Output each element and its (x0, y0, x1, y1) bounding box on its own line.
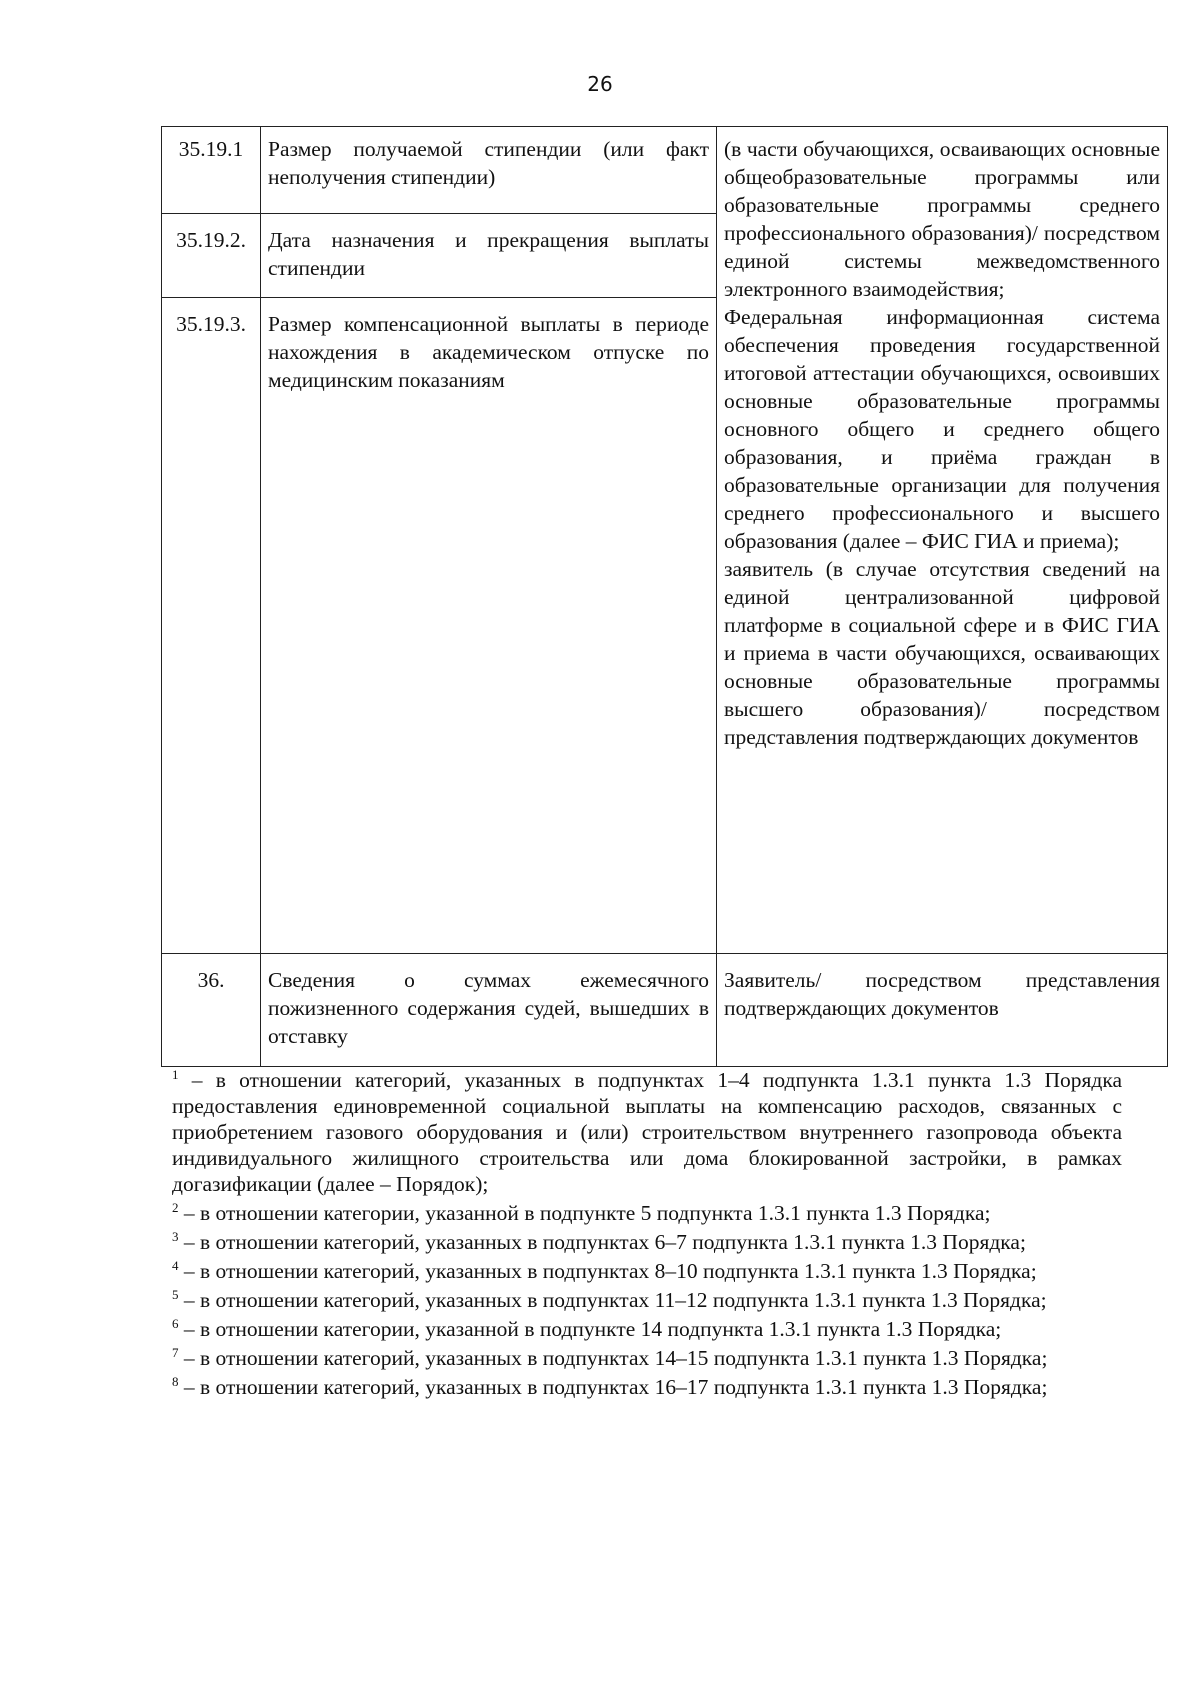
footnote-mark: 3 (172, 1229, 179, 1244)
source-paragraph: (в части обучающихся, осваивающих основные общеобразовательные программы или образовательные программы среднего профессионального образования)/ посредством единой системы межведомственного электронного взаимодействия; (724, 137, 1160, 301)
footnote (172, 1229, 1122, 1255)
footnote-text: – в отношении категории, указанной в подпункте 14 подпункта 1.3.1 пункта 1.3 Порядка; (178, 1317, 1002, 1341)
row-name: Дата назначения и прекращения выплаты стипендии (261, 214, 717, 298)
footnote (172, 1316, 1122, 1342)
footnote-text: – в отношении категорий, указанных в подпунктах 11–12 подпункта 1.3.1 пункта 1.3 Порядка; (178, 1288, 1047, 1312)
footnote-mark: 8 (172, 1374, 179, 1389)
source-paragraph: заявитель (в случае отсутствия сведений на единой централизованной цифровой платформе в социальной сфере и в ФИС ГИА и приема в части обучающихся, осваивающих основные образовательные программы высшего образования)/ посредством представления подтверждающих документов (724, 557, 1160, 749)
footnote (172, 1258, 1122, 1284)
footnote (172, 1345, 1122, 1371)
row-name: Размер компенсационной выплаты в периоде нахождения в академическом отпуске по медицинским показаниям (261, 298, 717, 954)
footnote-mark: 7 (172, 1345, 179, 1360)
footnote-text: – в отношении категорий, указанных в подпунктах 1–4 подпункта 1.3.1 пункта 1.3 Порядка предоставления единовременной социальной выплаты на компенсацию расходов, связанных с приобретением газового оборудования и (или) строительством внутреннего газопровода объекта индивидуального жилищного строительства или дома блокированной застройки, в рамках догазификации (далее – Порядок); (172, 1068, 1122, 1196)
table-row (162, 127, 1168, 214)
footnote-mark: 2 (172, 1200, 179, 1215)
footnote-mark: 4 (172, 1258, 179, 1273)
footnote-text: – в отношении категории, указанной в подпункте 5 подпункта 1.3.1 пункта 1.3 Порядка; (178, 1201, 991, 1225)
data-sources-table (161, 126, 1168, 1067)
footnote-mark: 5 (172, 1287, 179, 1302)
footnote-mark: 6 (172, 1316, 179, 1331)
source-paragraph: Федеральная информационная система обеспечения проведения государственной итоговой аттестации обучающихся, освоивших основные образовательные программы основного общего и среднего общего образования, и приёма граждан в образовательные организации для получения среднего профессионального и высшего образования (далее – ФИС ГИА и приема); (724, 305, 1160, 553)
row-number: 35.19.1 (162, 127, 261, 214)
footnotes (172, 1067, 1122, 1403)
footnote (172, 1200, 1122, 1226)
merged-source-cell (717, 127, 1168, 954)
row-source: Заявитель/ посредством представления подтверждающих документов (717, 954, 1168, 1067)
row-number: 36. (162, 954, 261, 1067)
footnote-text: – в отношении категорий, указанных в подпунктах 14–15 подпункта 1.3.1 пункта 1.3 Порядка; (178, 1346, 1048, 1370)
row-number: 35.19.2. (162, 214, 261, 298)
footnote (172, 1067, 1122, 1197)
row-name: Сведения о суммах ежемесячного пожизненного содержания судей, вышедших в отставку (261, 954, 717, 1067)
row-name: Размер получаемой стипендии (или факт неполучения стипендии) (261, 127, 717, 214)
footnote (172, 1287, 1122, 1313)
footnote-text: – в отношении категорий, указанных в подпунктах 16–17 подпункта 1.3.1 пункта 1.3 Порядка; (178, 1375, 1048, 1399)
table-row (162, 954, 1168, 1067)
row-number: 35.19.3. (162, 298, 261, 954)
footnote-mark: 1 (172, 1067, 179, 1082)
footnote-text: – в отношении категорий, указанных в подпунктах 6–7 подпункта 1.3.1 пункта 1.3 Порядка; (178, 1230, 1026, 1254)
footnote (172, 1374, 1122, 1400)
footnote-text: – в отношении категорий, указанных в подпунктах 8–10 подпункта 1.3.1 пункта 1.3 Порядка; (178, 1259, 1037, 1283)
page-number: 26 (587, 72, 613, 96)
